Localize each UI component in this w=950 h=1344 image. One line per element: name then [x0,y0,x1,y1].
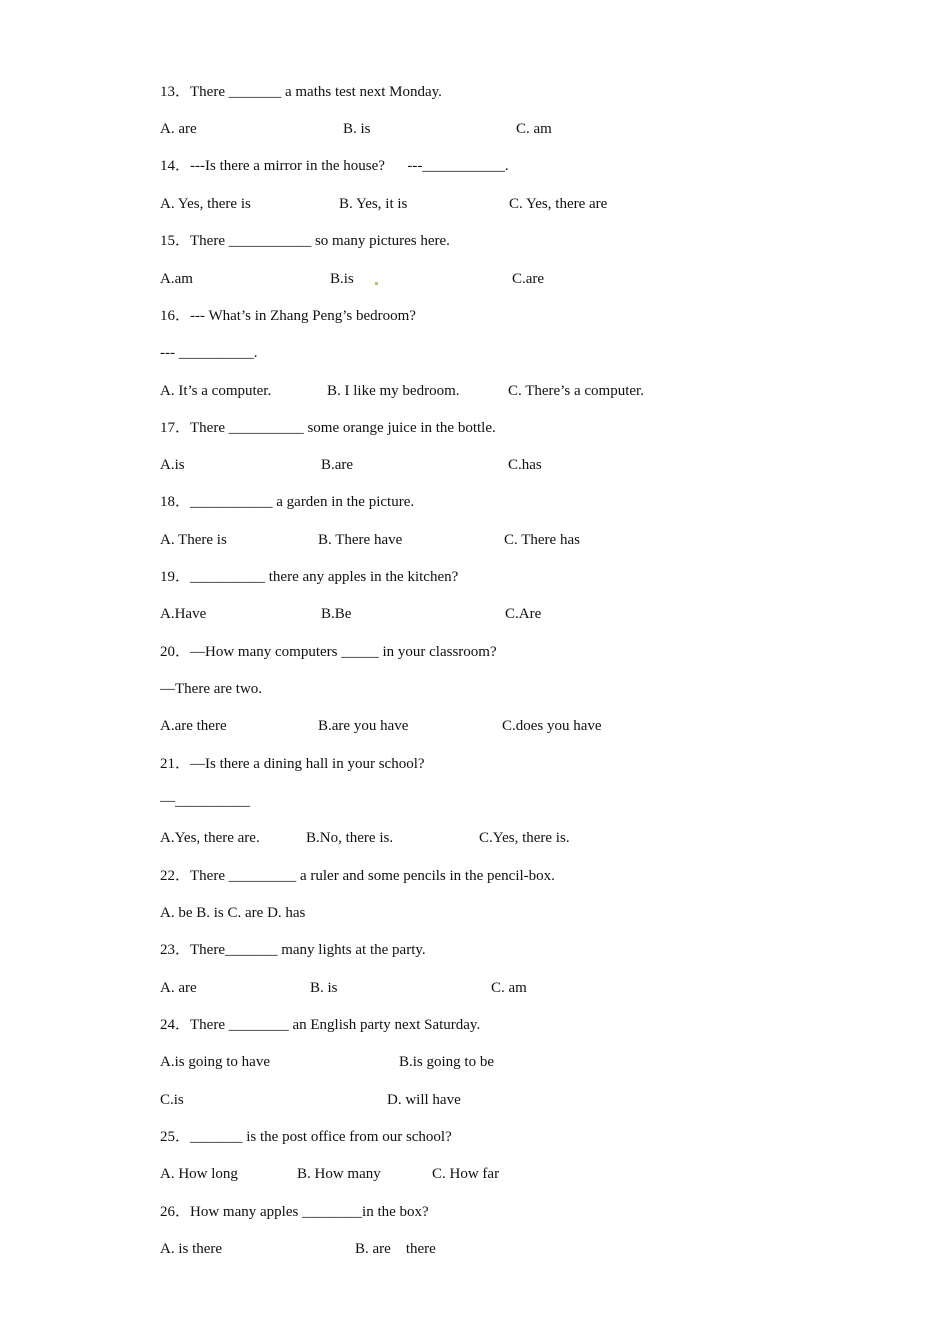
question-24-option-b: B.is going to be [399,1054,495,1070]
question-24-stem: 24．There ________ an English party next Saturday. [160,1017,481,1033]
question-16-option-b: B. I like my bedroom. [327,383,460,399]
question-24-option-a: A.is going to have [160,1054,270,1070]
question-18-option-b: B. There have [318,532,403,548]
question-17-stem: 17．There __________ some orange juice in the bottle. [160,420,496,436]
question-14-stem: 14．---Is there a mirror in the house? ---___________. [160,158,509,174]
question-15-option-a: A.am [160,271,193,287]
question-15-option-b: B.is [330,271,354,287]
question-17-option-b: B.are [321,457,354,473]
question-18-option-a: A. There is [160,532,227,548]
question-22-stem: 22．There _________ a ruler and some pencils in the pencil-box. [160,868,555,884]
question-13-stem: 13．There _______ a maths test next Monday. [160,84,442,100]
question-19-option-c: C.Are [505,606,542,622]
question-20-answer-line: —There are two. [160,681,263,697]
question-14-option-c: C. Yes, there are [509,196,608,212]
question-21-option-c: C.Yes, there is. [479,830,570,846]
question-23-option-c: C. am [491,980,527,996]
question-16-stem: 16．--- What’s in Zhang Peng’s bedroom? [160,308,416,324]
question-19-option-b: B.Be [321,606,352,622]
question-17-option-a: A.is [160,457,185,473]
question-15-option-c: C.are [512,271,545,287]
question-16-answer-line: --- __________. [160,345,258,361]
question-15-stem: 15．There ___________ so many pictures here. [160,233,450,249]
question-25-option-c: C. How far [432,1166,500,1182]
question-13-option-b: B. is [343,121,371,137]
question-24-option-d: D. will have [387,1092,461,1108]
question-23-option-a: A. are [160,980,197,996]
question-20-option-b: B.are you have [318,718,409,734]
question-16-option-c: C. There’s a computer. [508,383,644,399]
question-14-option-a: A. Yes, there is [160,196,251,212]
question-23-stem: 23．There_______ many lights at the party. [160,942,426,958]
question-26-option-a: A. is there [160,1241,223,1257]
question-16-option-a: A. It’s a computer. [160,383,272,399]
question-26-stem: 26．How many apples ________in the box? [160,1204,429,1220]
question-20-stem: 20．—How many computers _____ in your classroom? [160,644,497,660]
question-19-option-a: A.Have [160,606,207,622]
question-18-option-c: C. There has [504,532,580,548]
question-21-stem: 21．—Is there a dining hall in your school? [160,756,425,772]
question-25-stem: 25．_______ is the post office from our school? [160,1129,452,1145]
question-25-option-b: B. How many [297,1166,381,1182]
question-22-options: A. be B. is C. are D. has [160,905,306,921]
question-14-option-b: B. Yes, it is [339,196,408,212]
question-17-option-c: C.has [508,457,542,473]
question-13-option-a: A. are [160,121,197,137]
question-20-option-c: C.does you have [502,718,602,734]
question-21-answer-line: —__________ [160,793,250,809]
question-18-stem: 18．___________ a garden in the picture. [160,494,415,510]
question-19-stem: 19．__________ there any apples in the kitchen? [160,569,459,585]
question-21-option-b: B.No, there is. [306,830,394,846]
stray-mark [375,282,378,285]
question-23-option-b: B. is [310,980,338,996]
question-26-option-b: B. are there [355,1241,436,1257]
question-24-option-c: C.is [160,1092,184,1108]
question-25-option-a: A. How long [160,1166,238,1182]
question-20-option-a: A.are there [160,718,227,734]
question-21-option-a: A.Yes, there are. [160,830,260,846]
question-13-option-c: C. am [516,121,552,137]
